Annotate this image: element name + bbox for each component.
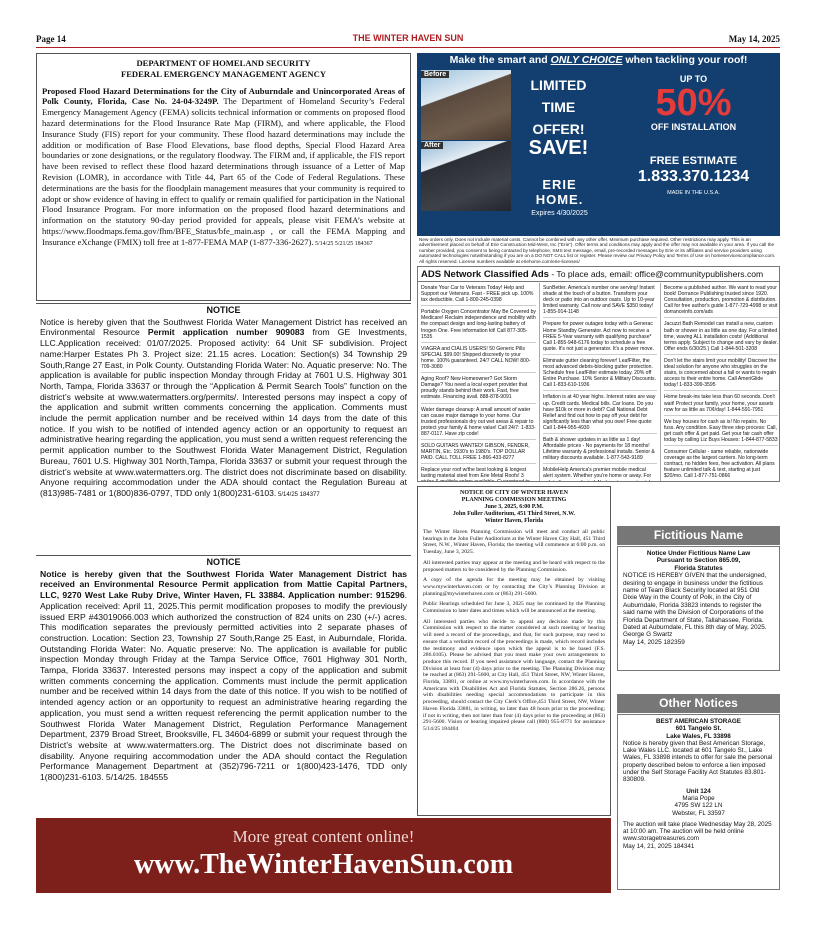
free-estimate-label: FREE ESTIMATE xyxy=(649,155,738,167)
ad-headline-a: Make the smart and xyxy=(449,54,551,66)
planning-para-5: All interested parties who decide to appeal any decision made by this Commission with respect to the matter considered at such meeting or hearing will need a record of the proceedings, and that, for such purpose, may need to ensure that a verbatim record of the proceedings is made, which record includes the testimony and evidence upon which the appeal is to be based (F.S. 286.0105). Please be advised that you must make your own arrangements to produce this record. If you need assistance with language, contact the Planning Division at least four (4) days prior to the meeting. The Planning Division may be reached at (863) 291-5600, at City Hall, 451 Third Street, NW, Winter Haven, Florida, 33881, or online at www.mywinterhaven.com. In accordance with the Americans with Disabilities Act and Florida Statutes, Section 286.26, persons with disabilities needing special accommodations to participate in this proceeding, should contact the City Clerk’s Office,451 Third Street, NW, Winter Haven Florida 33881, in writing, no later than 48 hours prior to the proceeding; if not in writing, then not later than four (4) days prior to the proceeding at (863) 291-5600. Vision or hearing impaired please call (800) 955-8771 for assistance 5/14/25 184404 xyxy=(423,618,605,732)
classified-item: VIAGRA and CIALIS USERS! 50 Generic Pills SPECIAL $99.00! Shipped discreetly to your home. 100% guaranteed. 24/7 CALL NOW! 800-709-3080 xyxy=(421,346,536,373)
classified-item: Portable Oxygen Concentrator May Be Covered by Medicare! Reclaim independence and mobility with the compact design and long-lasting battery of Inogen One. Free information kit! Call 877-305-1535 xyxy=(421,309,536,342)
limited-offer xyxy=(511,70,606,170)
classified-item: Don't let the stairs limit your mobility! Discover the ideal solution for anyone who struggles on the stairs, is concerned about a fall or wants to regain access to their entire home. Call AmeriGlide today! 1-833-399-3595 xyxy=(664,358,778,391)
fic-ref: May 14, 2025 182359 xyxy=(623,638,685,646)
classified-item: Prepare for power outages today with a Generac Home Standby Generator. Act now to receive a FREE 5-Year warranty with qualifying purchase* Call 1-855-948-6176 today to schedule a free quote. It's not just a generator. It's a power move. xyxy=(543,321,657,354)
storage-street: 601 Tangelo St. xyxy=(675,725,722,733)
storage-tenant-city: Webster, FL 33597 xyxy=(672,809,725,817)
fema-title-2: FEDERAL EMERGENCY MANAGEMENT AGENCY xyxy=(120,68,327,79)
masthead: THE WINTER HAVEN SUN xyxy=(352,33,464,43)
classified-item: Water damage cleanup: A small amount of water can cause major damage to your home. Our trusted professionals dry out wet areas & repair to protect your family & home value! Call 24/7: 1-833-887-0117. Have zip code! xyxy=(421,407,536,440)
planning-para-2: All interested parties may appear at the meeting and be heard with respect to the proposed matters to be considered by the Planning Commission. xyxy=(423,559,605,573)
roof-after-image xyxy=(421,141,511,211)
classified-item: Home break-ins take less than 60 seconds. Don't wait! Protect your family, your home, your assets now for as little as 70¢/day! 1-844-591-7951 xyxy=(664,394,778,415)
discount-off: OFF INSTALLATION xyxy=(650,122,737,132)
brand-name: ERIE HOME. xyxy=(535,177,584,207)
fictitious-name-notice xyxy=(617,546,780,671)
storage-body: Notice is hereby given that Best American Storage, Lake Wales LLC. located at 601 Tangelo St., Lake Wales, FL 33898 intends to offer for sale the personal property described below to enforce a lien imposed under the Self Storage Facility Act Statutes 83.801-830809. xyxy=(623,739,773,784)
planning-title-1: NOTICE OF CITY OF WINTER HAVEN xyxy=(460,490,568,496)
planning-para-1: The Winter Haven Planning Commission will meet and conduct all public hearings in the John Fuller Auditorium at the Winter Haven City Hall, 451 Third Street, N.W., Winter Haven, Florida; the meeting will commence at 6:00 p.m. on Tuesday, June 3, 2025. xyxy=(423,529,605,556)
offer-line-4: SAVE! xyxy=(528,137,589,159)
storage-auction: The auction will take place Wednesday May 28, 2025 at 10:00 am. The auction will be held online www.storagetreasures.com xyxy=(623,820,772,843)
classified-item: Replace your roof w/the best looking & longest lasting material steel from Erie Metal Roofs! 3 xyxy=(421,467,536,481)
water-notice-1 xyxy=(36,303,411,551)
website-promo[interactable] xyxy=(36,818,611,893)
classified-col-2 xyxy=(539,283,660,481)
page-header xyxy=(36,32,780,48)
classified-item: Become a published author. We want to read your book! Dorrance Publishing trusted since 1920. Consultation, production, promotion & distribution. Call for free author's guide 1-877-729-4998 or visit dorranceinfo.com/ads xyxy=(664,285,778,318)
roof-before-image xyxy=(421,70,511,140)
other-notices-header: Other Notices xyxy=(617,694,780,713)
ad-headline-b: ONLY CHOICE xyxy=(550,54,623,66)
notice-1-body xyxy=(40,317,407,501)
classified-item: Inflation is at 40 year highs. Interest rates are way up. Credit cards. Medical bills. Car loans. Do you have $10k or more in debt? Call National Debt Relief and find out how to pay off your debt for significantly less than what you owe! Free quote: Call 1-844-955-4930 xyxy=(543,394,657,434)
notice-1-title: NOTICE xyxy=(206,305,241,315)
ad-headline-c: when tackling your roof! xyxy=(622,54,748,66)
notice-2-text: . Application received: April 11, 2025.This permit modification proposes to modify the previously issued ERP #43019066.003 which authorized the construction of 824 units on 230 (+/-) acres. This modification separates the previously permitted activities into 2 separate phases of construction. Location: Section 23, Township 27 South,Range 25 East, in Auburndale, Florida. Outstanding Florida Water: No. Aquatic preserve: No. The application is available for public inspection Monday through Friday at the Tampa Service Office, 7601 Highway 301 North, Tampa, Florida 33637. Interested persons may inspect a copy of the application and submit written comments concerning the application. Comments must include the permit application number and be received within 14 days from the date of this notice. If you wish to be notified of intended agency action or an opportunity to request an administrative hearing regarding the application, you must send a written request referencing the permit application number to the Southwest Florida Water Management District, Regulation Performance Management Department, 2379 Broad Street, Brooksville, FL 34604-6899 or submit your request through the District’s website at www.watermatters.org. The District does not discriminate based on disability. Anyone requiring accommodation under the ADA should contact the Regulation Performance Management Department at (352)796-7211 or 1(800)423-1476, TDD only 1(800)231-6103. 5/14/25. 184555 xyxy=(40,590,407,783)
offer-line-3: OFFER! xyxy=(532,121,585,137)
offer-line-1: LIMITED xyxy=(530,77,587,93)
classified-header xyxy=(418,267,779,282)
classified-sub: - To place ads, email: office@communitypublishers.com xyxy=(548,269,764,279)
planning-para-3: A copy of the agenda for the meeting may be obtained by visiting www.mywinterhaven.com or by contacting the City’s Planning Division at planning@mywinterhaven.com or (863) 291-5600. xyxy=(423,577,605,597)
ad-headline xyxy=(417,53,780,67)
discount-pct: 50% xyxy=(655,82,732,124)
planning-commission-notice xyxy=(417,486,611,816)
classified-ads xyxy=(417,266,780,482)
classified-col-1 xyxy=(418,283,539,481)
classified-item: MobileHelp America's premier mobile medical alert system. Whether you're home or away. For xyxy=(543,467,657,481)
classified-col-3 xyxy=(660,283,781,481)
storage-tenant-street: 4795 SW 122 LN xyxy=(674,802,723,810)
offer-expiry: Expires 4/30/2025 xyxy=(531,210,588,217)
fic-body: NOTICE IS HEREBY GIVEN that the undersigned, desiring to engage in business under the fictitious name of Team Black Security located at 951 Old Dixie Way in the County of Polk, in the City of Auburndale, Florida 33823 intends to register the said name with the Division of Corporations of the Florida Department of State, Tallahassee, Florida. Dated at Auburndale, FL this 8th day of May, 2025. xyxy=(623,572,767,632)
fic-title-2: Pursuant to Section 865.09, xyxy=(656,557,741,565)
storage-tenant: Maria Pope xyxy=(682,794,715,802)
offer-line-2: TIME xyxy=(541,99,576,115)
storage-city: Lake Wales, FL 33898 xyxy=(666,732,731,740)
roofing-ad[interactable] xyxy=(417,53,780,236)
planning-city: Winter Haven, Florida xyxy=(484,518,544,524)
storage-notice xyxy=(617,714,780,890)
erie-logo xyxy=(517,169,602,217)
planning-para-4: Public Hearings scheduled for June 3, 2025 may be continued by the Planning Commission to later dates and times which will be announced at the meeting. xyxy=(423,601,605,615)
fema-body xyxy=(42,86,405,250)
ad-phone[interactable]: 1.833.370.1234 xyxy=(637,168,750,185)
classified-item: Eliminate gutter cleaning forever! LeafFilter, the most advanced debris-blocking gutter protection. Schedule free LeafFilter estimate today. 20% off Entire Purchase. 10% Senior & Military Discounts. Call 1-833-610-1936 xyxy=(543,358,657,391)
free-estimate[interactable] xyxy=(607,151,780,205)
notice-1-text-a: Notice is hereby given that the Southwest Florida Water Management District has received an Environmental Resource xyxy=(40,316,407,338)
fema-text: The Department of Homeland Security’s Federal Emergency Management Agency (FEMA) solicits technical information or comments on proposed flood hazard determinations for the Flood Insurance Rate Map (FIRM), and where applicable, the Flood Insurance Study (FIS) report for your community. These flood hazard determinations may include the addition or modification of Base Flood Elevations, base flood depths, Special Flood Hazard Area boundaries or zone designations, or the regulatory floodway. The FIRM and, if applicable, the FIS report have been revised to reflect these flood hazard determinations through issuance of a Letter of Map Revision (LOMR), in accordance with Title 44, Part 65 of the Code of Federal Regulations. These determinations are the basis for the floodplain management measures that your community is required to adopt or show evidence of having in effect to qualify or remain qualified for participation in the National Flood Insurance Program. For more information on the proposed flood hazard determinations and information on the statutory 90-day period provided for appeals, please visit FEMA’s website at https://www.floodmaps.fema.gov/fhm/BFE_Status/bfe_main.asp , or call the FEMA Mapping and Insurance eXchange (FMIX) toll free at 1-877-FEMA MAP (1-877-336-2627). xyxy=(42,96,406,247)
notice-1-text-c: from GE Investments, LLC.Application received: 01/07/2025. Proposed activity: 64 Unit SF subdivision. Project name:Harper Estates Ph 3. Project size: 21.15 acres. Location: Section(s) 34 Township 29 South,Range 27 East, in Polk County. Outstanding Florida Water: No. Aquatic preserve: No. The application is available for public inspection Monday through Friday at 7601 U.S. Highway 301 North, Tampa, Florida 33637 or through the “Application & Permit Search Tools” function on the district’s website at www.watermatters.org/permits/. Interested persons may inspect a copy of the application and submit written comments concerning the application. Comments must include the permit application number and be received within 14 days from the date of this notice. If you wish to be notified of intended agency action or an opportunity to request an administrative hearing regarding the application, you must send a written request referencing the permit application number to the Southwest Florida Water Management District, Regulation Bureau, 7601 U.S. Highway 301 North,Tampa, Florida 33637 or submit your request through the district’s website at www.watermatters.org. The district does not discriminate based on disability. Anyone requiring accommodation under the ADA should contact the Regulation Bureau at (813)985-7481 or 1(800)836-0797, TDD only 1(800)231-6103. xyxy=(40,327,407,498)
page-number: Page 14 xyxy=(36,34,66,44)
after-label: After xyxy=(421,142,443,149)
storage-unit: Unit 124 xyxy=(686,787,711,795)
ad-disclaimer: New orders only. Does not include material costs. Cannot be combined with any other offer. Minimum purchase required. Other restrictions may apply. This is an advertisement placed on behalf of Erie Construction Mid-West, Inc (“Erie”). Offer terms and conditions may apply and the offer may not available in your area. If you call the number provided, you consent to being contacted by telephone, SMS text message, email, pre-recorded messages by Erie or its affiliates and service providers using automated technologies notwithstanding if you are on a DO NOT CALL list or register. Please review our Privacy Policy and Terms of Use on homeservicescompliance.com. All rights reserved. License numbers available at eriehome.com/erie-licenses/ xyxy=(419,237,776,264)
promo-line-1: More great content online! xyxy=(232,827,415,846)
classified-item: We buy houses for cash as is! No repairs. No fuss. Any condition. Easy three step process: Call, get cash offer & get paid. Get your fair cash offer today by calling Liz Buys Houses: 1-844-877-5833 xyxy=(664,419,778,446)
fic-title-3: Florida Statutes xyxy=(674,564,723,572)
planning-title-2: PLANNING COMMISSION MEETING xyxy=(461,497,567,503)
fema-notice xyxy=(36,53,411,301)
issue-date: May 14, 2025 xyxy=(728,34,780,44)
classified-item: SOLD GUITARS WANTED! GIBSON, FENDER, MARTIN, Etc. 1930's to 1980's. TOP DOLLAR PAID. CALL TOLL FREE 1-866-433-8277 xyxy=(421,443,536,464)
notice-2-body xyxy=(40,569,407,783)
storage-title: BEST AMERICAN STORAGE xyxy=(655,718,741,725)
website-link[interactable]: www.TheWinterHavenSun.com xyxy=(133,849,514,880)
classified-item: Jacuzzi Bath Remodel can install a new, custom bath or shower in as little as one day. For a limited time, waving ALL installation costs! (Additional terms apply. Subject to change and vary by dealer. Offer ends 6/30/25.) Call 1-844-501-3208 xyxy=(664,321,778,354)
notice-1-ref: 5/14/25 184377 xyxy=(276,491,320,498)
classified-item: Bath & shower updates in as little as 1 day! Affordable prices - No payments for 18 months! Lifetime warranty & professional installs. Senior & military discounts available. 1-877-543-9189 xyxy=(543,437,657,464)
fema-ref: 5/14/25 5/21/25 184367 xyxy=(313,240,373,247)
classified-item: Aging Roof? New Homeowner? Got Storm Damage? You need a local expert provider that proudly stands behind their work. Fast, free estimate. Financing avail. 888-878-9091 xyxy=(421,376,536,403)
fema-title-1: DEPARTMENT OF HOMELAND SECURITY xyxy=(136,58,311,68)
fictitious-name-header: Fictitious Name xyxy=(617,526,780,545)
classified-item: SunBetter. America's number one serving! Instant shade at the touch of a button. Transform your deck or patio into an outdoor oasis. Up to 10-year limited warranty. Call now and SAVE $350 today! 1-855-914-1148 xyxy=(543,285,657,318)
made-in-usa: MADE IN THE U.S.A. xyxy=(667,190,720,196)
discount-block xyxy=(607,70,780,150)
planning-venue: John Fuller Auditorium, 451 Third Street, N.W. xyxy=(452,511,576,517)
planning-date: June 3, 2025, 6:00 P.M. xyxy=(484,504,544,510)
before-label: Before xyxy=(421,71,449,78)
fema-lead: Proposed Flood Hazard Determinations for the City of Auburndale and Unincorporated Areas of Polk County, Florida, Case No. 24-04-3249P. xyxy=(42,85,405,107)
notice-1-permit: Permit application number 909083 xyxy=(147,327,305,338)
classified-item: Donate Your Car to Veterans Today! Help and Support our Veterans. Fast - FREE pick up. 100% tax deductible. Call 1-800-245-0398 xyxy=(421,285,536,306)
classified-title: ADS Network Classified Ads xyxy=(421,269,549,280)
water-notice-2 xyxy=(36,555,411,815)
classified-item: Consumer Cellular - same reliable, nationwide coverage as the largest carriers. No long-term contract, no hidden fees, free activation. All plans feature unlimited talk & text, starting at just $20/mo. Call 1-877-751-0866 xyxy=(664,449,778,481)
upto-text: UP TO xyxy=(679,74,708,84)
storage-ref: May 14, 21, 2025 184341 xyxy=(623,842,695,850)
notice-2-title: NOTICE xyxy=(206,557,241,567)
fic-signature: George G Swartz xyxy=(623,631,673,639)
fic-title-1: Notice Under Fictitious Name Law xyxy=(646,550,751,557)
notice-2-lead: Notice is hereby given that the Southwest Florida Water Management District has received an Environmental Resource Permit application from Mattie Capital Partners, LLC, 9270 West Lake Ruby Drive, Winter Haven, FL 33884. Application number: 915296 xyxy=(40,568,407,601)
